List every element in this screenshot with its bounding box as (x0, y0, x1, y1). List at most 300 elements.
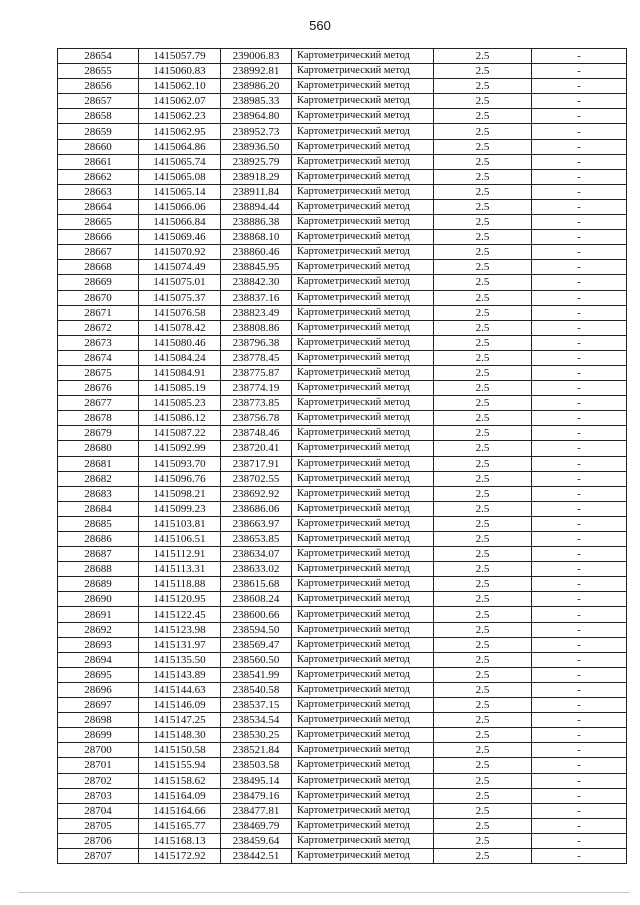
accuracy-cell: 2.5 (434, 532, 532, 547)
extra-cell: - (532, 682, 627, 697)
table-row (58, 788, 627, 803)
y-coordinate-cell: 238594.50 (221, 622, 292, 637)
y-coordinate-cell: 238521.84 (221, 743, 292, 758)
accuracy-cell: 2.5 (434, 818, 532, 833)
extra-cell: - (532, 94, 627, 109)
point-number-cell: 28658 (58, 109, 139, 124)
x-coordinate-cell: 1415069.46 (139, 230, 221, 245)
x-coordinate-cell: 1415168.13 (139, 833, 221, 848)
x-coordinate-cell: 1415062.10 (139, 79, 221, 94)
x-coordinate-cell: 1415155.94 (139, 758, 221, 773)
table-body (58, 49, 627, 864)
method-cell: Картометрический метод (292, 154, 434, 169)
x-coordinate-cell: 1415062.95 (139, 124, 221, 139)
x-coordinate-cell: 1415158.62 (139, 773, 221, 788)
accuracy-cell: 2.5 (434, 124, 532, 139)
x-coordinate-cell: 1415103.81 (139, 516, 221, 531)
x-coordinate-cell: 1415070.92 (139, 245, 221, 260)
y-coordinate-cell: 238537.15 (221, 698, 292, 713)
y-coordinate-cell: 238503.58 (221, 758, 292, 773)
point-number-cell: 28677 (58, 396, 139, 411)
table-row (58, 215, 627, 230)
extra-cell: - (532, 49, 627, 64)
x-coordinate-cell: 1415150.58 (139, 743, 221, 758)
accuracy-cell: 2.5 (434, 622, 532, 637)
accuracy-cell: 2.5 (434, 592, 532, 607)
accuracy-cell: 2.5 (434, 698, 532, 713)
accuracy-cell: 2.5 (434, 803, 532, 818)
x-coordinate-cell: 1415113.31 (139, 562, 221, 577)
x-coordinate-cell: 1415106.51 (139, 532, 221, 547)
method-cell: Картометрический метод (292, 109, 434, 124)
x-coordinate-cell: 1415146.09 (139, 698, 221, 713)
accuracy-cell: 2.5 (434, 290, 532, 305)
point-number-cell: 28672 (58, 320, 139, 335)
x-coordinate-cell: 1415087.22 (139, 426, 221, 441)
x-coordinate-cell: 1415075.37 (139, 290, 221, 305)
table-row (58, 818, 627, 833)
y-coordinate-cell: 238477.81 (221, 803, 292, 818)
point-number-cell: 28684 (58, 501, 139, 516)
point-number-cell: 28661 (58, 154, 139, 169)
extra-cell: - (532, 501, 627, 516)
accuracy-cell: 2.5 (434, 773, 532, 788)
x-coordinate-cell: 1415144.63 (139, 682, 221, 697)
point-number-cell: 28692 (58, 622, 139, 637)
x-coordinate-cell: 1415099.23 (139, 501, 221, 516)
x-coordinate-cell: 1415066.84 (139, 215, 221, 230)
method-cell: Картометрический метод (292, 350, 434, 365)
table-row (58, 199, 627, 214)
table-row (58, 652, 627, 667)
y-coordinate-cell: 238842.30 (221, 275, 292, 290)
extra-cell: - (532, 79, 627, 94)
point-number-cell: 28706 (58, 833, 139, 848)
table-row (58, 833, 627, 848)
x-coordinate-cell: 1415118.88 (139, 577, 221, 592)
method-cell: Картометрический метод (292, 532, 434, 547)
method-cell: Картометрический метод (292, 139, 434, 154)
point-number-cell: 28694 (58, 652, 139, 667)
table-row (58, 698, 627, 713)
method-cell: Картометрический метод (292, 456, 434, 471)
y-coordinate-cell: 238663.97 (221, 516, 292, 531)
extra-cell: - (532, 713, 627, 728)
accuracy-cell: 2.5 (434, 486, 532, 501)
y-coordinate-cell: 238796.38 (221, 335, 292, 350)
table-row (58, 532, 627, 547)
table-row (58, 245, 627, 260)
point-number-cell: 28702 (58, 773, 139, 788)
accuracy-cell: 2.5 (434, 607, 532, 622)
extra-cell: - (532, 441, 627, 456)
extra-cell: - (532, 743, 627, 758)
y-coordinate-cell: 238894.44 (221, 199, 292, 214)
table-row (58, 622, 627, 637)
accuracy-cell: 2.5 (434, 79, 532, 94)
accuracy-cell: 2.5 (434, 365, 532, 380)
point-number-cell: 28666 (58, 230, 139, 245)
extra-cell: - (532, 516, 627, 531)
y-coordinate-cell: 238608.24 (221, 592, 292, 607)
point-number-cell: 28705 (58, 818, 139, 833)
x-coordinate-cell: 1415076.58 (139, 305, 221, 320)
y-coordinate-cell: 238560.50 (221, 652, 292, 667)
x-coordinate-cell: 1415112.91 (139, 547, 221, 562)
y-coordinate-cell: 238925.79 (221, 154, 292, 169)
table-row (58, 320, 627, 335)
method-cell: Картометрический метод (292, 64, 434, 79)
point-number-cell: 28675 (58, 365, 139, 380)
extra-cell: - (532, 532, 627, 547)
accuracy-cell: 2.5 (434, 516, 532, 531)
x-coordinate-cell: 1415064.86 (139, 139, 221, 154)
method-cell: Картометрический метод (292, 773, 434, 788)
extra-cell: - (532, 788, 627, 803)
x-coordinate-cell: 1415092.99 (139, 441, 221, 456)
method-cell: Картометрический метод (292, 426, 434, 441)
extra-cell: - (532, 124, 627, 139)
table-row (58, 49, 627, 64)
point-number-cell: 28690 (58, 592, 139, 607)
point-number-cell: 28691 (58, 607, 139, 622)
y-coordinate-cell: 238653.85 (221, 532, 292, 547)
point-number-cell: 28674 (58, 350, 139, 365)
method-cell: Картометрический метод (292, 622, 434, 637)
extra-cell: - (532, 184, 627, 199)
accuracy-cell: 2.5 (434, 154, 532, 169)
table-row (58, 758, 627, 773)
x-coordinate-cell: 1415080.46 (139, 335, 221, 350)
x-coordinate-cell: 1415096.76 (139, 471, 221, 486)
y-coordinate-cell: 238692.92 (221, 486, 292, 501)
point-number-cell: 28696 (58, 682, 139, 697)
x-coordinate-cell: 1415057.79 (139, 49, 221, 64)
method-cell: Картометрический метод (292, 275, 434, 290)
y-coordinate-cell: 238774.19 (221, 381, 292, 396)
y-coordinate-cell: 238837.16 (221, 290, 292, 305)
x-coordinate-cell: 1415062.23 (139, 109, 221, 124)
extra-cell: - (532, 456, 627, 471)
point-number-cell: 28659 (58, 124, 139, 139)
method-cell: Картометрический метод (292, 547, 434, 562)
accuracy-cell: 2.5 (434, 396, 532, 411)
x-coordinate-cell: 1415148.30 (139, 728, 221, 743)
table-row (58, 426, 627, 441)
method-cell: Картометрический метод (292, 169, 434, 184)
table-row (58, 350, 627, 365)
table-row (58, 169, 627, 184)
y-coordinate-cell: 238808.86 (221, 320, 292, 335)
extra-cell: - (532, 758, 627, 773)
extra-cell: - (532, 381, 627, 396)
method-cell: Картометрический метод (292, 486, 434, 501)
accuracy-cell: 2.5 (434, 139, 532, 154)
method-cell: Картометрический метод (292, 365, 434, 380)
y-coordinate-cell: 238541.99 (221, 667, 292, 682)
point-number-cell: 28683 (58, 486, 139, 501)
method-cell: Картометрический метод (292, 562, 434, 577)
x-coordinate-cell: 1415065.08 (139, 169, 221, 184)
table-row (58, 728, 627, 743)
extra-cell: - (532, 230, 627, 245)
method-cell: Картометрический метод (292, 698, 434, 713)
y-coordinate-cell: 238845.95 (221, 260, 292, 275)
point-number-cell: 28697 (58, 698, 139, 713)
extra-cell: - (532, 818, 627, 833)
y-coordinate-cell: 238469.79 (221, 818, 292, 833)
method-cell: Картометрический метод (292, 818, 434, 833)
y-coordinate-cell: 238952.73 (221, 124, 292, 139)
extra-cell: - (532, 290, 627, 305)
method-cell: Картометрический метод (292, 652, 434, 667)
extra-cell: - (532, 199, 627, 214)
y-coordinate-cell: 238686.06 (221, 501, 292, 516)
accuracy-cell: 2.5 (434, 471, 532, 486)
extra-cell: - (532, 667, 627, 682)
extra-cell: - (532, 154, 627, 169)
extra-cell: - (532, 577, 627, 592)
x-coordinate-cell: 1415098.21 (139, 486, 221, 501)
extra-cell: - (532, 773, 627, 788)
method-cell: Картометрический метод (292, 124, 434, 139)
point-number-cell: 28667 (58, 245, 139, 260)
point-number-cell: 28686 (58, 532, 139, 547)
y-coordinate-cell: 238936.50 (221, 139, 292, 154)
point-number-cell: 28703 (58, 788, 139, 803)
point-number-cell: 28678 (58, 411, 139, 426)
point-number-cell: 28668 (58, 260, 139, 275)
table-row (58, 260, 627, 275)
y-coordinate-cell: 238720.41 (221, 441, 292, 456)
table-row (58, 94, 627, 109)
method-cell: Картометрический метод (292, 184, 434, 199)
x-coordinate-cell: 1415065.74 (139, 154, 221, 169)
extra-cell: - (532, 320, 627, 335)
point-number-cell: 28663 (58, 184, 139, 199)
y-coordinate-cell: 238530.25 (221, 728, 292, 743)
x-coordinate-cell: 1415165.77 (139, 818, 221, 833)
x-coordinate-cell: 1415085.23 (139, 396, 221, 411)
y-coordinate-cell: 238702.55 (221, 471, 292, 486)
extra-cell: - (532, 833, 627, 848)
accuracy-cell: 2.5 (434, 305, 532, 320)
table-row (58, 456, 627, 471)
x-coordinate-cell: 1415075.01 (139, 275, 221, 290)
y-coordinate-cell: 238459.64 (221, 833, 292, 848)
method-cell: Картометрический метод (292, 728, 434, 743)
method-cell: Картометрический метод (292, 335, 434, 350)
method-cell: Картометрический метод (292, 743, 434, 758)
point-number-cell: 28681 (58, 456, 139, 471)
extra-cell: - (532, 592, 627, 607)
accuracy-cell: 2.5 (434, 230, 532, 245)
accuracy-cell: 2.5 (434, 169, 532, 184)
point-number-cell: 28704 (58, 803, 139, 818)
y-coordinate-cell: 238911.84 (221, 184, 292, 199)
y-coordinate-cell: 238634.07 (221, 547, 292, 562)
extra-cell: - (532, 471, 627, 486)
method-cell: Картометрический метод (292, 94, 434, 109)
method-cell: Картометрический метод (292, 577, 434, 592)
table-row (58, 139, 627, 154)
accuracy-cell: 2.5 (434, 728, 532, 743)
accuracy-cell: 2.5 (434, 577, 532, 592)
point-number-cell: 28662 (58, 169, 139, 184)
x-coordinate-cell: 1415085.19 (139, 381, 221, 396)
extra-cell: - (532, 848, 627, 863)
accuracy-cell: 2.5 (434, 184, 532, 199)
point-number-cell: 28693 (58, 637, 139, 652)
extra-cell: - (532, 350, 627, 365)
x-coordinate-cell: 1415065.14 (139, 184, 221, 199)
method-cell: Картометрический метод (292, 49, 434, 64)
point-number-cell: 28679 (58, 426, 139, 441)
accuracy-cell: 2.5 (434, 350, 532, 365)
extra-cell: - (532, 698, 627, 713)
extra-cell: - (532, 245, 627, 260)
table-row (58, 471, 627, 486)
table-row (58, 305, 627, 320)
extra-cell: - (532, 260, 627, 275)
method-cell: Картометрический метод (292, 199, 434, 214)
accuracy-cell: 2.5 (434, 713, 532, 728)
table-row (58, 230, 627, 245)
table-row (58, 441, 627, 456)
method-cell: Картометрический метод (292, 833, 434, 848)
extra-cell: - (532, 109, 627, 124)
y-coordinate-cell: 238986.20 (221, 79, 292, 94)
accuracy-cell: 2.5 (434, 652, 532, 667)
accuracy-cell: 2.5 (434, 109, 532, 124)
table-row (58, 667, 627, 682)
method-cell: Картометрический метод (292, 381, 434, 396)
table-row (58, 411, 627, 426)
y-coordinate-cell: 238964.80 (221, 109, 292, 124)
extra-cell: - (532, 396, 627, 411)
y-coordinate-cell: 238442.51 (221, 848, 292, 863)
point-number-cell: 28673 (58, 335, 139, 350)
point-number-cell: 28699 (58, 728, 139, 743)
accuracy-cell: 2.5 (434, 94, 532, 109)
point-number-cell: 28680 (58, 441, 139, 456)
y-coordinate-cell: 238600.66 (221, 607, 292, 622)
x-coordinate-cell: 1415122.45 (139, 607, 221, 622)
table-row (58, 577, 627, 592)
x-coordinate-cell: 1415084.91 (139, 365, 221, 380)
point-number-cell: 28689 (58, 577, 139, 592)
accuracy-cell: 2.5 (434, 562, 532, 577)
y-coordinate-cell: 238823.49 (221, 305, 292, 320)
method-cell: Картометрический метод (292, 260, 434, 275)
method-cell: Картометрический метод (292, 320, 434, 335)
method-cell: Картометрический метод (292, 396, 434, 411)
accuracy-cell: 2.5 (434, 426, 532, 441)
x-coordinate-cell: 1415164.09 (139, 788, 221, 803)
method-cell: Картометрический метод (292, 788, 434, 803)
y-coordinate-cell: 238775.87 (221, 365, 292, 380)
point-number-cell: 28676 (58, 381, 139, 396)
method-cell: Картометрический метод (292, 682, 434, 697)
point-number-cell: 28700 (58, 743, 139, 758)
y-coordinate-cell: 238615.68 (221, 577, 292, 592)
extra-cell: - (532, 486, 627, 501)
accuracy-cell: 2.5 (434, 335, 532, 350)
table-row (58, 592, 627, 607)
point-number-cell: 28654 (58, 49, 139, 64)
table-row (58, 335, 627, 350)
accuracy-cell: 2.5 (434, 275, 532, 290)
y-coordinate-cell: 238860.46 (221, 245, 292, 260)
y-coordinate-cell: 238918.29 (221, 169, 292, 184)
accuracy-cell: 2.5 (434, 682, 532, 697)
x-coordinate-cell: 1415172.92 (139, 848, 221, 863)
extra-cell: - (532, 411, 627, 426)
table-row (58, 713, 627, 728)
table-row (58, 682, 627, 697)
table-row (58, 184, 627, 199)
extra-cell: - (532, 622, 627, 637)
extra-cell: - (532, 305, 627, 320)
y-coordinate-cell: 238778.45 (221, 350, 292, 365)
table-row (58, 124, 627, 139)
accuracy-cell: 2.5 (434, 199, 532, 214)
x-coordinate-cell: 1415120.95 (139, 592, 221, 607)
point-number-cell: 28665 (58, 215, 139, 230)
table-row (58, 848, 627, 863)
extra-cell: - (532, 365, 627, 380)
table-row (58, 290, 627, 305)
x-coordinate-cell: 1415143.89 (139, 667, 221, 682)
extra-cell: - (532, 547, 627, 562)
table-row (58, 109, 627, 124)
method-cell: Картометрический метод (292, 305, 434, 320)
accuracy-cell: 2.5 (434, 49, 532, 64)
extra-cell: - (532, 728, 627, 743)
point-number-cell: 28707 (58, 848, 139, 863)
method-cell: Картометрический метод (292, 667, 434, 682)
x-coordinate-cell: 1415123.98 (139, 622, 221, 637)
x-coordinate-cell: 1415084.24 (139, 350, 221, 365)
extra-cell: - (532, 562, 627, 577)
extra-cell: - (532, 64, 627, 79)
y-coordinate-cell: 238985.33 (221, 94, 292, 109)
table-row (58, 154, 627, 169)
x-coordinate-cell: 1415164.66 (139, 803, 221, 818)
extra-cell: - (532, 426, 627, 441)
accuracy-cell: 2.5 (434, 456, 532, 471)
method-cell: Картометрический метод (292, 803, 434, 818)
table-row (58, 743, 627, 758)
table-row (58, 79, 627, 94)
method-cell: Картометрический метод (292, 215, 434, 230)
accuracy-cell: 2.5 (434, 637, 532, 652)
y-coordinate-cell: 238495.14 (221, 773, 292, 788)
x-coordinate-cell: 1415147.25 (139, 713, 221, 728)
table-row (58, 562, 627, 577)
table-row (58, 486, 627, 501)
point-number-cell: 28698 (58, 713, 139, 728)
accuracy-cell: 2.5 (434, 260, 532, 275)
y-coordinate-cell: 238633.02 (221, 562, 292, 577)
method-cell: Картометрический метод (292, 411, 434, 426)
method-cell: Картометрический метод (292, 501, 434, 516)
accuracy-cell: 2.5 (434, 848, 532, 863)
accuracy-cell: 2.5 (434, 833, 532, 848)
accuracy-cell: 2.5 (434, 411, 532, 426)
accuracy-cell: 2.5 (434, 788, 532, 803)
method-cell: Картометрический метод (292, 758, 434, 773)
